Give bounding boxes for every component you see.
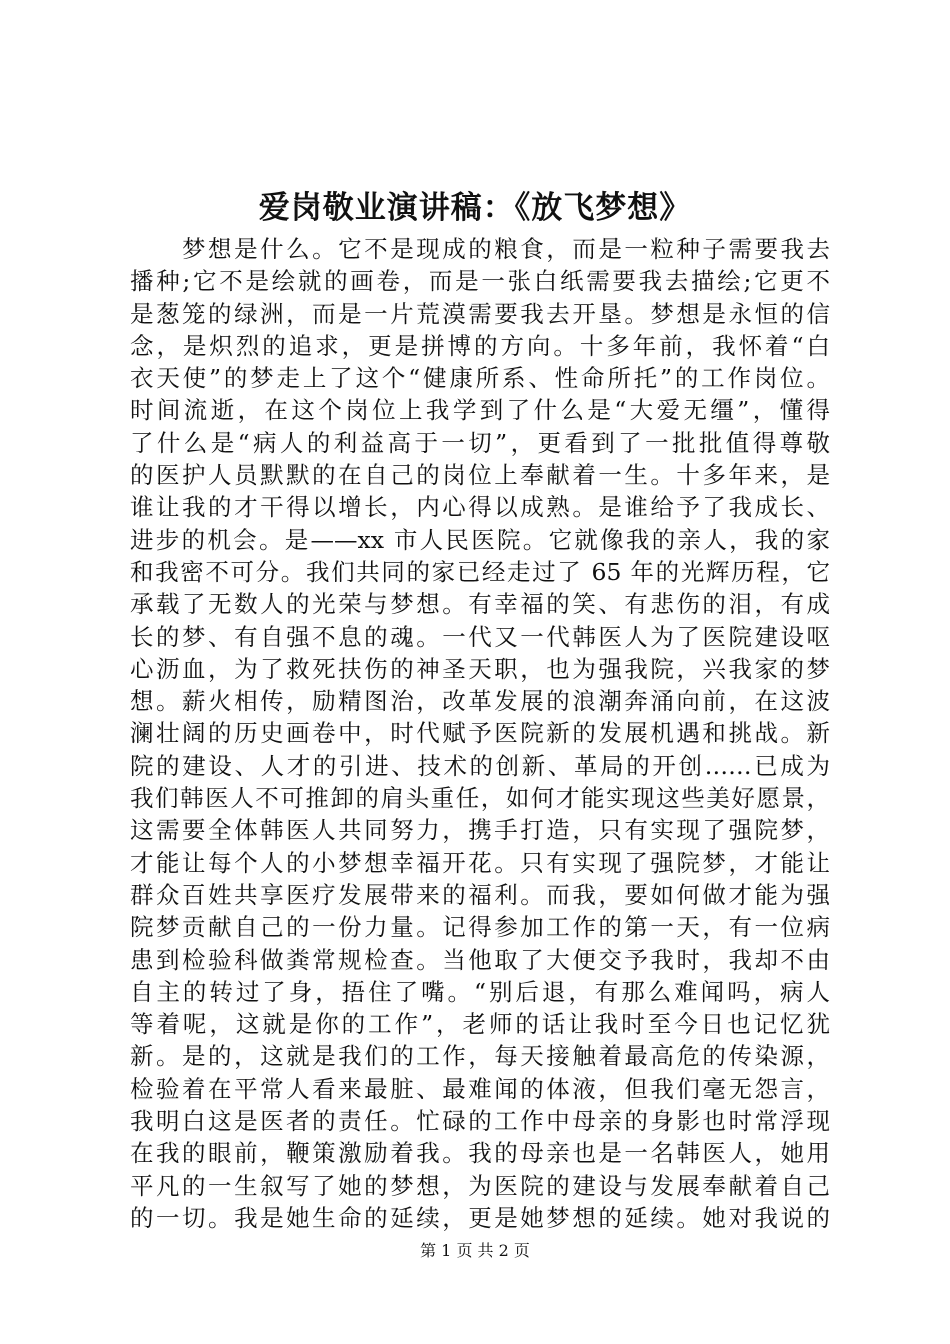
body-line: 想。薪火相传，励精图治，改革发展的浪潮奔涌向前，在这波	[130, 687, 830, 716]
body-line: 播种;它不是绘就的画卷，而是一张白纸需要我去描绘;它更不	[130, 267, 830, 296]
body-line: 梦想是什么。它不是现成的粮食，而是一粒种子需要我去	[130, 235, 830, 263]
body-line: 自主的转过了身，捂住了嘴。“别后退，有那么难闻吗，病人	[130, 977, 830, 1006]
body-line: 的医护人员默默的在自己的岗位上奉献着一生。十多年来，是	[130, 461, 830, 490]
body-line: 这需要全体韩医人共同努力，携手打造，只有实现了强院梦，	[130, 816, 830, 845]
body-line: 心沥血，为了救死扶伤的神圣天职，也为强我院，兴我家的梦	[130, 654, 830, 683]
document-title: 爱岗敬业演讲稿：《放飞梦想》	[258, 190, 692, 226]
body-line: 平凡的一生叙写了她的梦想，为医院的建设与发展奉献着自己	[130, 1171, 830, 1200]
body-line: 院梦贡献自己的一份力量。记得参加工作的第一天，有一位病	[130, 913, 830, 942]
body-line: 澜壮阔的历史画卷中，时代赋予医院新的发展机遇和挑战。新	[130, 719, 830, 748]
body-line: 群众百姓共享医疗发展带来的福利。而我，要如何做才能为强	[130, 880, 830, 909]
body-line: 在我的眼前，鞭策激励着我。我的母亲也是一名韩医人，她用	[130, 1139, 830, 1168]
body-line: 院的建设、人才的引进、技术的创新、革局的开创……已成为	[130, 751, 830, 780]
body-line: 念，是炽烈的追求，更是拼博的方向。十多年前，我怀着“白	[130, 331, 830, 360]
body-line: 进步的机会。是——xx 市人民医院。它就像我的亲人，我的家	[130, 525, 830, 554]
body-line: 患到检验科做粪常规检查。当他取了大便交予我时，我却不由	[130, 945, 830, 974]
body-text	[130, 233, 830, 1234]
body-line: 和我密不可分。我们共同的家已经走过了 65 年的光辉历程，它	[130, 557, 830, 586]
body-line: 长的梦、有自强不息的魂。一代又一代韩医人为了医院建设呕	[130, 622, 830, 651]
body-line: 的一切。我是她生命的延续，更是她梦想的延续。她对我说的	[130, 1203, 830, 1232]
body-line: 我明白这是医者的责任。忙碌的工作中母亲的身影也时常浮现	[130, 1107, 830, 1136]
body-line: 新。是的，这就是我们的工作，每天接触着最高危的传染源，	[130, 1042, 830, 1071]
body-line: 时间流逝，在这个岗位上我学到了什么是“大爱无缰”，懂得	[130, 396, 830, 425]
body-line: 了什么是“病人的利益高于一切”，更看到了一批批值得尊敬	[130, 428, 830, 457]
page-footer: 第 1 页 共 2 页	[420, 1241, 530, 1260]
body-line: 承载了无数人的光荣与梦想。有幸福的笑、有悲伤的泪，有成	[130, 590, 830, 619]
body-line: 检验着在平常人看来最脏、最难闻的体液，但我们毫无怨言，	[130, 1074, 830, 1103]
body-line: 我们韩医人不可推卸的肩头重任，如何才能实现这些美好愿景，	[130, 784, 830, 813]
body-line: 是葱笼的绿洲，而是一片荒漠需要我去开垦。梦想是永恒的信	[130, 299, 830, 328]
body-line: 才能让每个人的小梦想幸福开花。只有实现了强院梦，才能让	[130, 848, 830, 877]
body-line: 等着呢，这就是你的工作”，老师的话让我时至今日也记忆犹	[130, 1010, 830, 1039]
body-line: 衣天使”的梦走上了这个“健康所系、性命所托”的工作岗位。	[130, 364, 830, 393]
body-line: 谁让我的才干得以增长，内心得以成熟。是谁给予了我成长、	[130, 493, 830, 522]
